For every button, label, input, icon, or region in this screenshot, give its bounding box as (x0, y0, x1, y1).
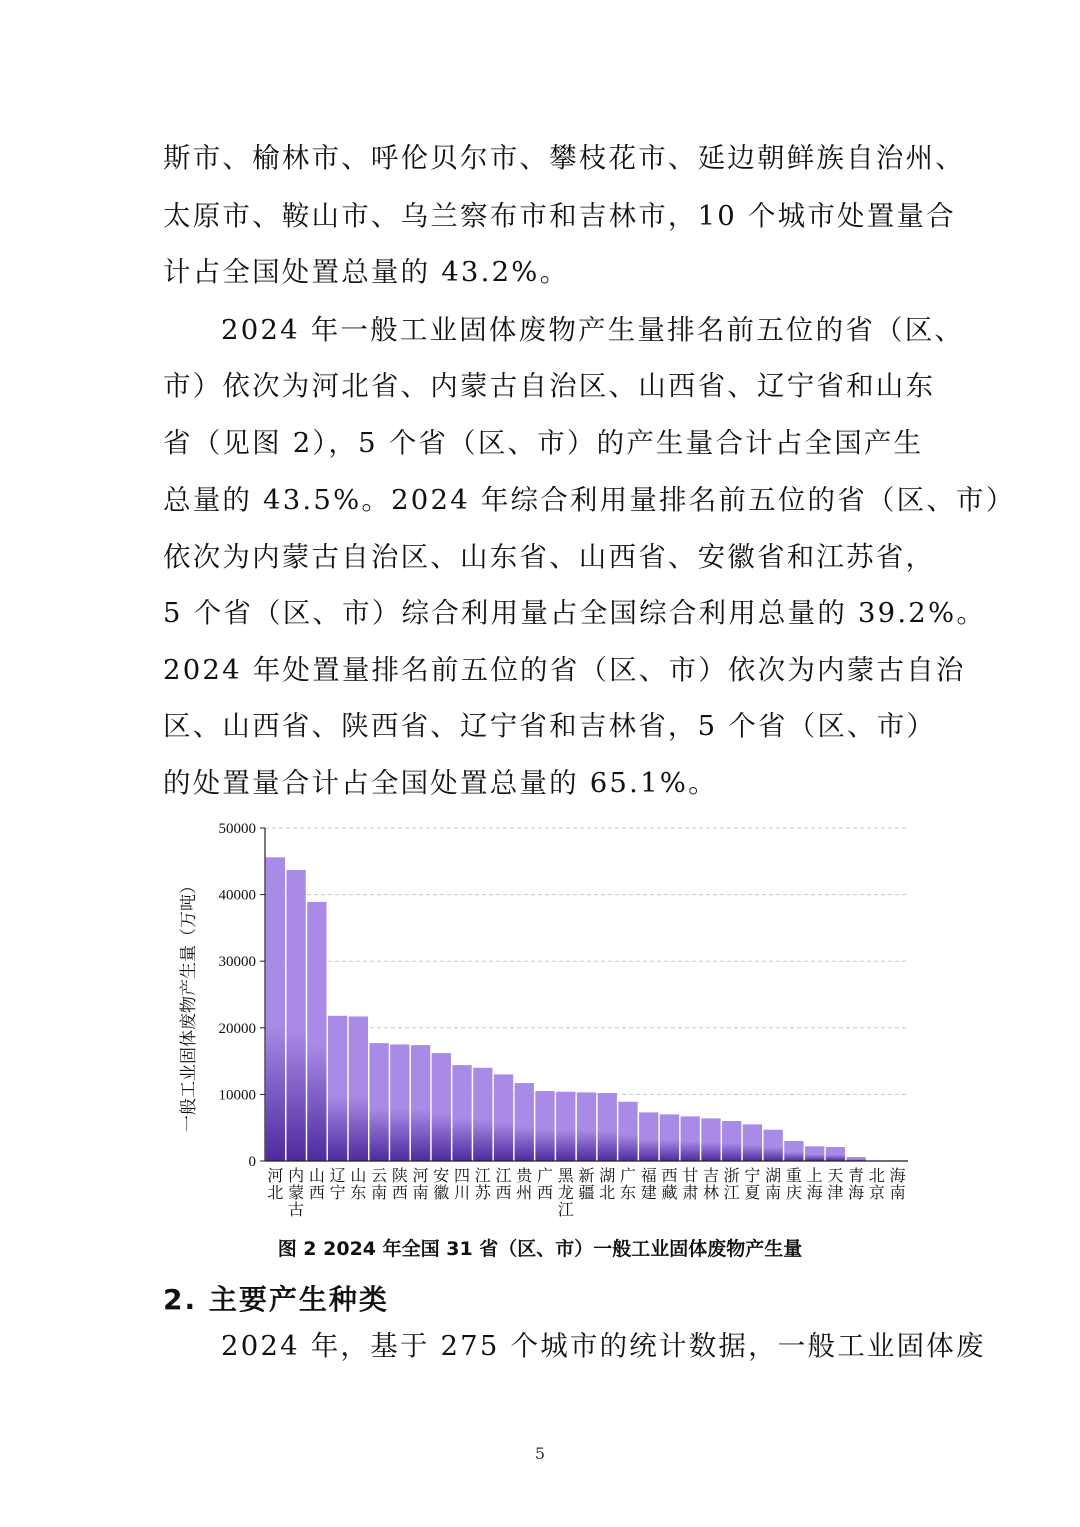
bar (784, 1141, 803, 1161)
x-tick-label: 甘肃 (682, 1166, 699, 1202)
bar (286, 870, 305, 1161)
x-tick-label: 天津 (827, 1166, 844, 1202)
x-tick-label: 贵州 (516, 1166, 533, 1202)
x-tick-label: 广东 (619, 1166, 636, 1202)
bar (349, 1016, 368, 1161)
bar (743, 1124, 762, 1161)
page-number: 5 (534, 1444, 546, 1463)
paragraph-line: 的处置量合计占全国处置总量的 65.1%。 (163, 767, 718, 799)
x-tick-label: 山西 (308, 1166, 325, 1202)
x-tick-label: 西藏 (661, 1166, 678, 1202)
bar (598, 1093, 617, 1161)
bar (618, 1102, 637, 1161)
paragraph-line: 依次为内蒙古自治区、山东省、山西省、安徽省和江苏省， (163, 541, 936, 573)
paragraph-line: 市）依次为河北省、内蒙古自治区、山西省、辽宁省和山东 (163, 370, 936, 402)
y-axis-label: 一般工业固体废物产生量（万吨） (179, 877, 199, 1132)
bar (432, 1053, 451, 1161)
bar (473, 1068, 492, 1161)
y-tick-label: 20000 (218, 1020, 256, 1037)
x-tick-label: 四川 (454, 1166, 471, 1202)
paragraph-line: 太原市、鞍山市、乌兰察布市和吉林市，10 个城市处置量合 (163, 200, 956, 232)
x-tick-label: 江西 (495, 1166, 512, 1202)
y-tick-label: 40000 (218, 887, 256, 904)
x-tick-label: 河北 (267, 1166, 284, 1202)
x-tick-label: 浙江 (723, 1166, 740, 1202)
figure-caption: 图 2 2024 年全国 31 省（区、市）一般工业固体废物产生量 (277, 1238, 803, 1260)
bar (307, 902, 326, 1161)
bar (764, 1130, 783, 1161)
x-tick-label: 云南 (371, 1166, 388, 1202)
bar (805, 1146, 824, 1161)
paragraph-line: 5 个省（区、市）综合利用量占全国综合利用总量的 39.2%。 (163, 597, 987, 629)
y-tick-label: 0 (248, 1154, 256, 1170)
paragraph-line: 省（见图 2），5 个省（区、市）的产生量合计占全国产生 (163, 427, 924, 459)
paragraph-line: 2024 年一般工业固体废物产生量排名前五位的省（区、 (221, 314, 965, 346)
section-heading: 2. 主要产生种类 (163, 1283, 389, 1316)
bar (722, 1121, 741, 1161)
bar (411, 1045, 430, 1161)
bar (639, 1112, 658, 1161)
x-tick-label: 宁夏 (744, 1166, 761, 1202)
bar (452, 1065, 471, 1161)
y-tick-label: 10000 (218, 1087, 256, 1104)
x-tick-label: 广西 (537, 1166, 554, 1202)
x-tick-label: 重庆 (785, 1166, 802, 1202)
x-tick-label: 安徽 (433, 1166, 450, 1202)
bar (494, 1074, 513, 1161)
x-tick-label: 吉林 (702, 1166, 719, 1202)
bar (369, 1043, 388, 1161)
chart-svg (170, 812, 920, 1232)
bar (328, 1016, 347, 1161)
bar (535, 1091, 554, 1161)
x-tick-label: 辽宁 (329, 1166, 346, 1202)
y-tick-label: 30000 (218, 954, 256, 971)
y-tick-label: 50000 (218, 821, 256, 837)
x-tick-label: 江苏 (474, 1166, 491, 1202)
x-tick-label: 新疆 (578, 1166, 595, 1202)
paragraph-line: 2024 年处置量排名前五位的省（区、市）依次为内蒙古自治 (163, 654, 966, 686)
x-tick-label: 陕西 (391, 1166, 408, 1202)
bar (556, 1092, 575, 1161)
bar (390, 1044, 409, 1161)
bar (701, 1118, 720, 1161)
x-tick-label: 山东 (350, 1166, 367, 1202)
paragraph-line: 斯市、榆林市、呼伦贝尔市、攀枝花市、延边朝鲜族自治州、 (163, 142, 965, 174)
x-tick-label: 海南 (889, 1166, 906, 1202)
x-tick-label: 青海 (848, 1166, 865, 1202)
bar (515, 1083, 534, 1161)
x-tick-label: 福建 (640, 1166, 657, 1202)
bar (681, 1116, 700, 1161)
x-tick-label: 河南 (412, 1166, 429, 1202)
x-tick-label: 湖南 (765, 1166, 782, 1202)
x-tick-label: 上海 (806, 1166, 823, 1202)
x-tick-label: 黑龙江 (557, 1166, 574, 1219)
x-tick-label: 北京 (868, 1166, 885, 1202)
paragraph-line: 总量的 43.5%。2024 年综合利用量排名前五位的省（区、市） (163, 484, 1016, 516)
paragraph-line: 区、山西省、陕西省、辽宁省和吉林省，5 个省（区、市） (163, 710, 937, 742)
bar (266, 857, 285, 1161)
x-tick-label: 湖北 (599, 1166, 616, 1202)
bar (826, 1147, 845, 1161)
x-tick-label: 内蒙古 (288, 1166, 305, 1219)
paragraph-line: 计占全国处置总量的 43.2%。 (163, 256, 570, 288)
production-bar-chart (170, 812, 920, 1232)
bar (660, 1114, 679, 1161)
bar (577, 1092, 596, 1161)
paragraph-3-line: 2024 年，基于 275 个城市的统计数据，一般工业固体废 (221, 1330, 986, 1362)
